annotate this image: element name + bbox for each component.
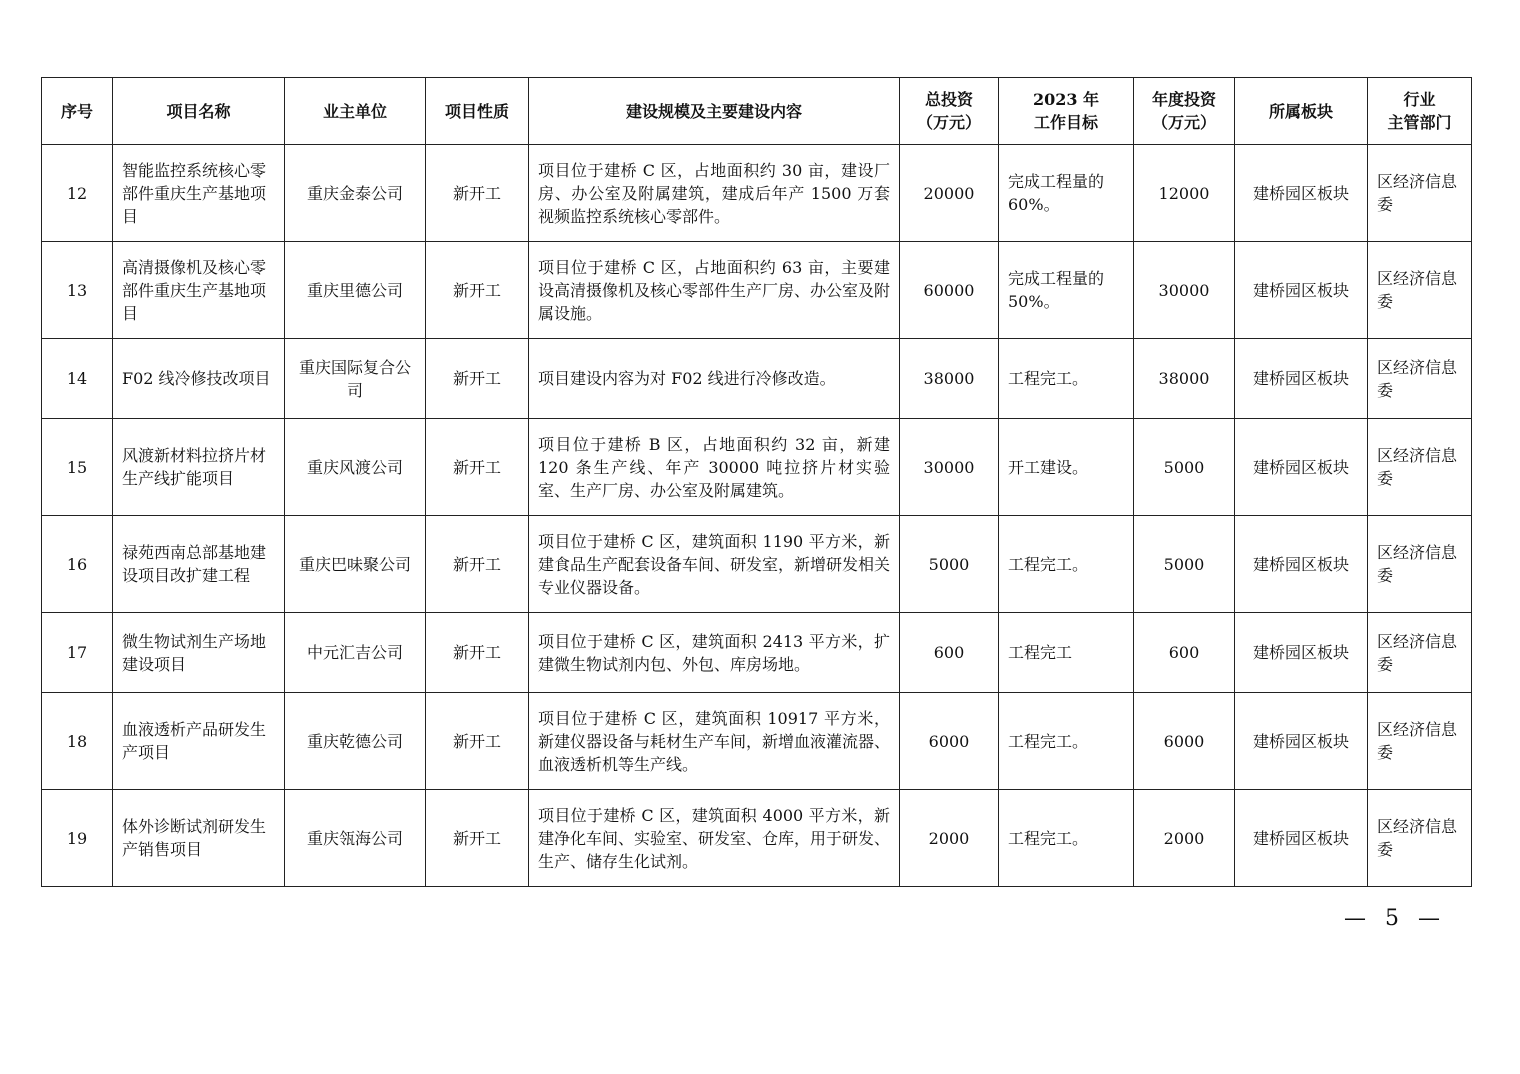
- cell-content: 项目位于建桥 C 区，建筑面积 2413 平方米，扩建微生物试剂内包、外包、库房场地。: [529, 613, 900, 693]
- cell-name: 风渡新材料拉挤片材生产线扩能项目: [113, 419, 285, 516]
- cell-sector: 建桥园区板块: [1235, 516, 1368, 613]
- cell-content: 项目位于建桥 C 区，建筑面积 4000 平方米，新建净化车间、实验室、研发室、仓库，用于研发、生产、储存生化试剂。: [529, 790, 900, 887]
- cell-nature: 新开工: [426, 145, 529, 242]
- cell-department: 区经济信息委: [1368, 145, 1472, 242]
- cell-total-investment: 30000: [900, 419, 999, 516]
- cell-content: 项目位于建桥 B 区，占地面积约 32 亩，新建 120 条生产线、年产 30000 吨拉挤片材实验室、生产厂房、办公室及附属建筑。: [529, 419, 900, 516]
- table-row: [42, 790, 1472, 887]
- header-total-investment-line2: （万元）: [916, 113, 981, 132]
- header-goal-line1: 2023 年: [1032, 90, 1100, 109]
- cell-department: 区经济信息委: [1368, 419, 1472, 516]
- cell-name: 智能监控系统核心零部件重庆生产基地项目: [113, 145, 285, 242]
- cell-total-investment: 38000: [900, 339, 999, 419]
- cell-nature: 新开工: [426, 516, 529, 613]
- cell-annual-investment: 30000: [1134, 242, 1235, 339]
- table-row: [42, 145, 1472, 242]
- cell-content: 项目位于建桥 C 区，建筑面积 1190 平方米，新建食品生产配套设备车间、研发室，新增研发相关专业仪器设备。: [529, 516, 900, 613]
- cell-content: 项目位于建桥 C 区，占地面积约 63 亩，主要建设高清摄像机及核心零部件生产厂房、办公室及附属设施。: [529, 242, 900, 339]
- project-table: [41, 77, 1472, 887]
- cell-department: 区经济信息委: [1368, 516, 1472, 613]
- table-row: [42, 419, 1472, 516]
- cell-annual-investment: 5000: [1134, 419, 1235, 516]
- header-total-investment-line1: 总投资: [924, 90, 973, 109]
- cell-owner: 重庆瓴海公司: [285, 790, 426, 887]
- cell-total-investment: 600: [900, 613, 999, 693]
- table-row: [42, 693, 1472, 790]
- header-goal: [999, 78, 1134, 145]
- cell-total-investment: 6000: [900, 693, 999, 790]
- cell-nature: 新开工: [426, 693, 529, 790]
- cell-department: 区经济信息委: [1368, 242, 1472, 339]
- header-total-investment: [900, 78, 999, 145]
- cell-owner: 重庆乾德公司: [285, 693, 426, 790]
- cell-goal: 完成工程量的 50%。: [999, 242, 1134, 339]
- cell-seq: 15: [42, 419, 113, 516]
- cell-sector: 建桥园区板块: [1235, 339, 1368, 419]
- header-annual-investment-line2: （万元）: [1151, 113, 1216, 132]
- cell-sector: 建桥园区板块: [1235, 242, 1368, 339]
- header-goal-line2: 工作目标: [1033, 113, 1098, 132]
- table-row: [42, 339, 1472, 419]
- cell-goal: 工程完工。: [999, 516, 1134, 613]
- header-department-line1: 行业: [1403, 90, 1436, 109]
- cell-goal: 完成工程量的 60%。: [999, 145, 1134, 242]
- cell-name: 高清摄像机及核心零部件重庆生产基地项目: [113, 242, 285, 339]
- cell-department: 区经济信息委: [1368, 339, 1472, 419]
- cell-goal: 工程完工。: [999, 693, 1134, 790]
- cell-nature: 新开工: [426, 790, 529, 887]
- cell-nature: 新开工: [426, 419, 529, 516]
- cell-content: 项目建设内容为对 F02 线进行冷修改造。: [529, 339, 900, 419]
- cell-department: 区经济信息委: [1368, 613, 1472, 693]
- header-owner: 业主单位: [285, 78, 426, 145]
- cell-owner: 重庆国际复合公司: [285, 339, 426, 419]
- header-annual-investment: [1134, 78, 1235, 145]
- cell-sector: 建桥园区板块: [1235, 145, 1368, 242]
- table-row: [42, 613, 1472, 693]
- cell-seq: 13: [42, 242, 113, 339]
- cell-owner: 重庆巴味聚公司: [285, 516, 426, 613]
- cell-goal: 工程完工。: [999, 339, 1134, 419]
- cell-nature: 新开工: [426, 339, 529, 419]
- cell-sector: 建桥园区板块: [1235, 419, 1368, 516]
- header-department: [1368, 78, 1472, 145]
- cell-annual-investment: 2000: [1134, 790, 1235, 887]
- cell-goal: 工程完工。: [999, 790, 1134, 887]
- page-number: — 5 —: [1344, 906, 1446, 931]
- cell-owner: 重庆金泰公司: [285, 145, 426, 242]
- cell-goal: 开工建设。: [999, 419, 1134, 516]
- cell-sector: 建桥园区板块: [1235, 613, 1368, 693]
- header-content: 建设规模及主要建设内容: [529, 78, 900, 145]
- cell-content: 项目位于建桥 C 区，占地面积约 30 亩，建设厂房、办公室及附属建筑，建成后年产 1500 万套视频监控系统核心零部件。: [529, 145, 900, 242]
- cell-annual-investment: 5000: [1134, 516, 1235, 613]
- cell-content: 项目位于建桥 C 区，建筑面积 10917 平方米，新建仪器设备与耗材生产车间，新增血液灌流器、血液透析机等生产线。: [529, 693, 900, 790]
- header-row: [42, 78, 1472, 145]
- header-name: 项目名称: [113, 78, 285, 145]
- cell-total-investment: 2000: [900, 790, 999, 887]
- table-row: [42, 516, 1472, 613]
- cell-nature: 新开工: [426, 242, 529, 339]
- header-seq: 序号: [42, 78, 113, 145]
- cell-department: 区经济信息委: [1368, 790, 1472, 887]
- cell-nature: 新开工: [426, 613, 529, 693]
- cell-owner: 重庆里德公司: [285, 242, 426, 339]
- cell-name: 血液透析产品研发生产项目: [113, 693, 285, 790]
- cell-department: 区经济信息委: [1368, 693, 1472, 790]
- cell-seq: 12: [42, 145, 113, 242]
- cell-annual-investment: 12000: [1134, 145, 1235, 242]
- cell-total-investment: 60000: [900, 242, 999, 339]
- cell-seq: 18: [42, 693, 113, 790]
- cell-goal: 工程完工: [999, 613, 1134, 693]
- cell-total-investment: 20000: [900, 145, 999, 242]
- cell-name: F02 线冷修技改项目: [113, 339, 285, 419]
- cell-name: 体外诊断试剂研发生产销售项目: [113, 790, 285, 887]
- cell-annual-investment: 6000: [1134, 693, 1235, 790]
- cell-annual-investment: 38000: [1134, 339, 1235, 419]
- cell-annual-investment: 600: [1134, 613, 1235, 693]
- header-sector: 所属板块: [1235, 78, 1368, 145]
- header-department-line2: 主管部门: [1387, 113, 1452, 132]
- cell-name: 微生物试剂生产场地建设项目: [113, 613, 285, 693]
- header-nature: 项目性质: [426, 78, 529, 145]
- table-row: [42, 242, 1472, 339]
- cell-owner: 中元汇吉公司: [285, 613, 426, 693]
- cell-total-investment: 5000: [900, 516, 999, 613]
- cell-sector: 建桥园区板块: [1235, 790, 1368, 887]
- cell-name: 禄苑西南总部基地建设项目改扩建工程: [113, 516, 285, 613]
- cell-seq: 17: [42, 613, 113, 693]
- cell-seq: 14: [42, 339, 113, 419]
- cell-owner: 重庆风渡公司: [285, 419, 426, 516]
- cell-seq: 19: [42, 790, 113, 887]
- header-annual-investment-line1: 年度投资: [1151, 90, 1216, 109]
- cell-seq: 16: [42, 516, 113, 613]
- cell-sector: 建桥园区板块: [1235, 693, 1368, 790]
